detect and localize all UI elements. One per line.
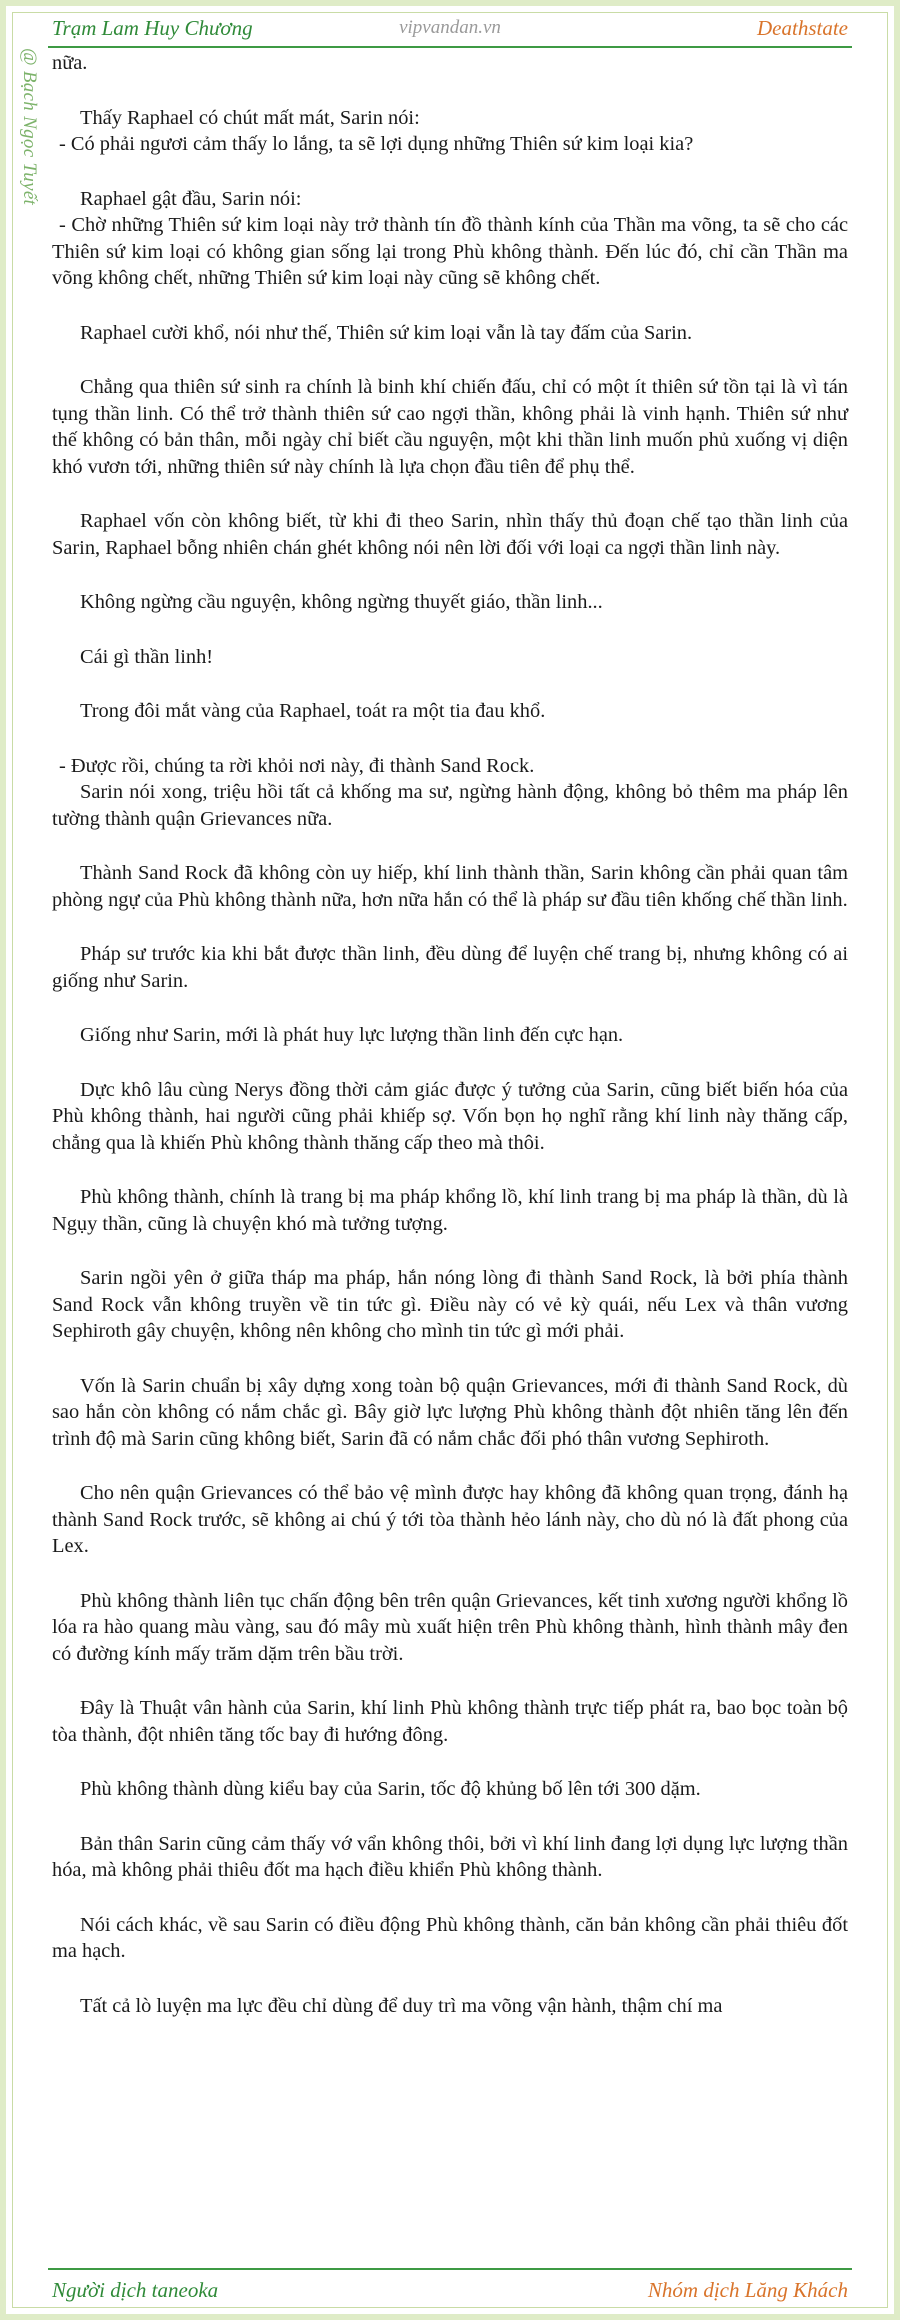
paragraph: nữa. [52, 52, 88, 74]
dialogue-line: - Có phải ngươi cảm thấy lo lắng, ta sẽ lợi dụng những Thiên sứ kim loại kia? [59, 133, 694, 155]
paragraph: Pháp sư trước kia khi bắt được thần linh, đều dùng để luyện chế trang bị, nhưng không có ai giống như Sarin. [52, 943, 848, 992]
paragraph: Tất cả lò luyện ma lực đều chỉ dùng để duy trì ma võng vận hành, thậm chí ma [80, 1994, 723, 2017]
paragraph: Nói cách khác, về sau Sarin có điều động Phù không thành, căn bản không cần phải thiêu đốt ma hạch. [52, 1913, 848, 1962]
paragraph: Raphael gật đầu, Sarin nói: [80, 187, 302, 210]
page-footer [52, 2272, 848, 2308]
paragraph: Trong đôi mắt vàng của Raphael, toát ra một tia đau khổ. [80, 700, 546, 722]
paragraph: Sarin ngồi yên ở giữa tháp ma pháp, hắn nóng lòng đi thành Sand Rock, là bởi phía thành Sand Rock vẫn không truyền về tin tức gì. Điều này có vẻ kỳ quái, nếu Lex và thân vương Sephiroth gây chuyện, không nên không cho mình tin tức gì mới phải. [52, 1267, 848, 1342]
paragraph: Bản thân Sarin cũng cảm thấy vớ vẩn không thôi, bởi vì khí linh đang lợi dụng lực lượng thần hóa, mà không phải thiêu đốt ma hạch điều khiển Phù không thành. [52, 1832, 848, 1881]
header-website: vipvandan.vn [399, 17, 501, 38]
paragraph: Vốn là Sarin chuẩn bị xây dựng xong toàn bộ quận Grievances, mới đi thành Sand Rock, dù sao hắn còn không có nắm chắc gì. Bây giờ lực lượng Phù không thành đột nhiên tăng lên đến trình độ mà Sarin cũng không biết, Sarin đã có nắm chắc đối phó thân vương Sephiroth. [52, 1374, 848, 1450]
paragraph: Cho nên quận Grievances có thể bảo vệ mình được hay không đã không quan trọng, đánh hạ thành Sand Rock trước, sẽ không ai chú ý tới tòa thành hẻo lánh này, cho dù nó là đất phong của Lex. [52, 1482, 848, 1557]
paragraph: Đây là Thuật vân hành của Sarin, khí linh Phù không thành trực tiếp phát ra, bao bọc toàn bộ tòa thành, đột nhiên tăng tốc bay đi hướng đông. [52, 1697, 848, 1746]
paragraph: Giống như Sarin, mới là phát huy lực lượng thần linh đến cực hạn. [80, 1024, 624, 1046]
paragraph: Phù không thành liên tục chấn động bên trên quận Grievances, kết tinh xương người khổng lồ lóa ra hào quang màu vàng, sau đó mây mù xuất hiện trên Phù không thành, hình thành mây đen có đường kính mấy trăm dặm trên bầu trời. [52, 1589, 848, 1665]
paragraph: Raphael cười khổ, nói như thế, Thiên sứ kim loại vẫn là tay đấm của Sarin. [80, 321, 693, 344]
paragraph: Phù không thành, chính là trang bị ma pháp khổng lồ, khí linh trang bị ma pháp là thần, dù là Ngụy thần, cũng là chuyện khó mà tưởng tượng. [52, 1186, 848, 1235]
paragraph: Thành Sand Rock đã không còn uy hiếp, khí linh thành thần, Sarin không cần phải quan tâm phòng ngự của Phù không thành nữa, hơn nữa hắn có thể là pháp sư đầu tiên khống chế thần linh. [52, 862, 848, 911]
paragraph: Raphael vốn còn không biết, từ khi đi theo Sarin, nhìn thấy thủ đoạn chế tạo thần linh của Sarin, Raphael bỗng nhiên chán ghét không nói nên lời đối với loại ca ngợi thần linh này. [52, 510, 848, 559]
page-header [52, 10, 848, 46]
footer-group: Nhóm dịch Lăng Khách [647, 2277, 848, 2302]
dialogue-line: - Được rồi, chúng ta rời khỏi nơi này, đi thành Sand Rock. [59, 754, 535, 777]
header-rule [48, 46, 852, 48]
paragraph: Không ngừng cầu nguyện, không ngừng thuyết giáo, thần linh... [80, 591, 603, 613]
header-title: Deathstate [757, 15, 848, 40]
dialogue-line: - Chờ những Thiên sứ kim loại này trở thành tín đồ thành kính của Thần ma võng, ta sẽ cho các Thiên sứ kim loại có không gian sống lại trong Phù không thành. Đến lúc đó, chỉ cần Thần ma võng không chết, những Thiên sứ kim loại này cũng sẽ không chết. [52, 214, 848, 289]
footer-rule [48, 2268, 852, 2270]
chapter-body [52, 50, 848, 2019]
paragraph: Dực khô lâu cùng Nerys đồng thời cảm giác được ý tưởng của Sarin, cũng biết biến hóa của Phù không thành, hai người cũng phải khiếp sợ. Vốn bọn họ nghĩ rằng khí linh này thăng cấp, chẳng qua là khiến Phù không thành thăng cấp theo mà thôi. [52, 1078, 848, 1154]
header-site-name: Trạm Lam Huy Chương [52, 15, 253, 40]
watermark-text: @ Bạch Ngọc Tuyết [19, 48, 40, 206]
footer-translator: Người dịch taneoka [52, 2277, 219, 2302]
paragraph: Thấy Raphael có chút mất mát, Sarin nói: [80, 106, 420, 129]
paragraph: Chẳng qua thiên sứ sinh ra chính là binh khí chiến đấu, chỉ có một ít thiên sứ tồn tại là vì tán tụng thần linh. Có thể trở thành thiên sứ cao ngợi thần, không phải là vinh hạnh. Thiên sứ như thế không có bản thân, mỗi ngày chỉ biết cầu nguyện, một khi thần linh muốn phủ xuống vị diện khó vươn tới, những thiên sứ này chính là lựa chọn đầu tiên để phụ thể. [52, 376, 848, 478]
paragraph: Sarin nói xong, triệu hồi tất cả khống ma sư, ngừng hành động, không bỏ thêm ma pháp lên tường thành quận Grievances nữa. [52, 781, 848, 830]
paragraph: Phù không thành dùng kiểu bay của Sarin, tốc độ khủng bố lên tới 300 dặm. [80, 1778, 701, 1800]
paragraph: Cái gì thần linh! [80, 645, 214, 668]
